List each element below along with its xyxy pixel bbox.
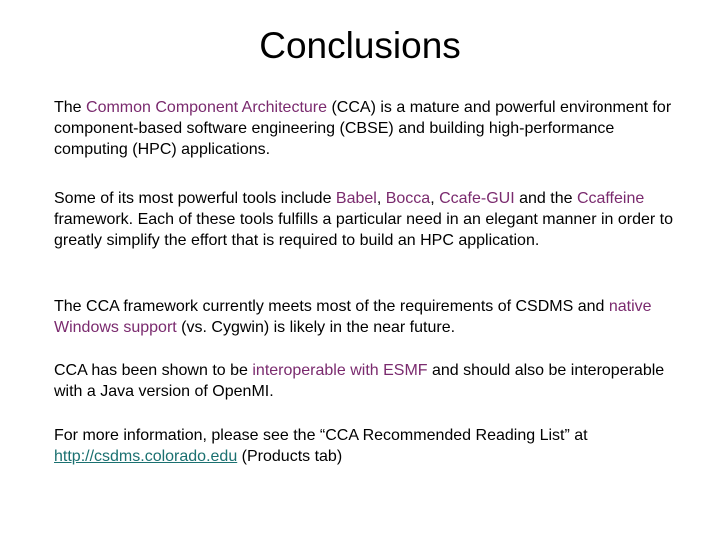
paragraph-cca-overview xyxy=(54,97,684,160)
text: , xyxy=(430,190,440,207)
text: (vs. Cygwin) is likely in the near future. xyxy=(176,319,456,336)
text: CCA has been shown to be xyxy=(54,362,253,379)
text: The CCA framework currently meets most of the requirements of CSDMS and xyxy=(54,298,609,315)
text: (CCA) is a mature and powerful environment for component-based software engineering (CBSE) and building high-performance computing (HPC) applications. xyxy=(54,99,672,158)
text: For more information, please see the “CCA Recommended Reading List” at xyxy=(54,427,588,444)
highlight-cca: Common Component Architecture xyxy=(86,99,328,116)
text: The xyxy=(54,99,87,116)
paragraph-tools xyxy=(54,188,684,251)
highlight-babel: Babel xyxy=(335,190,377,207)
highlight-esmf: interoperable with ESMF xyxy=(252,362,428,379)
text: , xyxy=(376,190,386,207)
highlight-ccaffeine: Ccaffeine xyxy=(576,190,645,207)
text: and should also be interoperable with a Java version of OpenMI. xyxy=(54,362,665,400)
text: Some of its most powerful tools include xyxy=(54,190,336,207)
paragraph-more-info xyxy=(54,425,684,467)
csdms-link[interactable]: http://csdms.colorado.edu xyxy=(54,448,238,465)
slide-title: Conclusions xyxy=(259,25,461,66)
paragraph-csdms xyxy=(54,296,684,338)
highlight-ccafe-gui: Ccafe-GUI xyxy=(439,190,515,207)
text: and the xyxy=(514,190,577,207)
highlight-bocca: Bocca xyxy=(385,190,431,207)
text: framework. Each of these tools fulfills a particular need in an elegant manner in order to greatly simplify the effort that is required to build an HPC application. xyxy=(54,211,673,249)
paragraph-interoperability xyxy=(54,360,684,402)
text: (Products tab) xyxy=(237,448,343,465)
highlight-windows-support: native Windows support xyxy=(54,298,652,336)
